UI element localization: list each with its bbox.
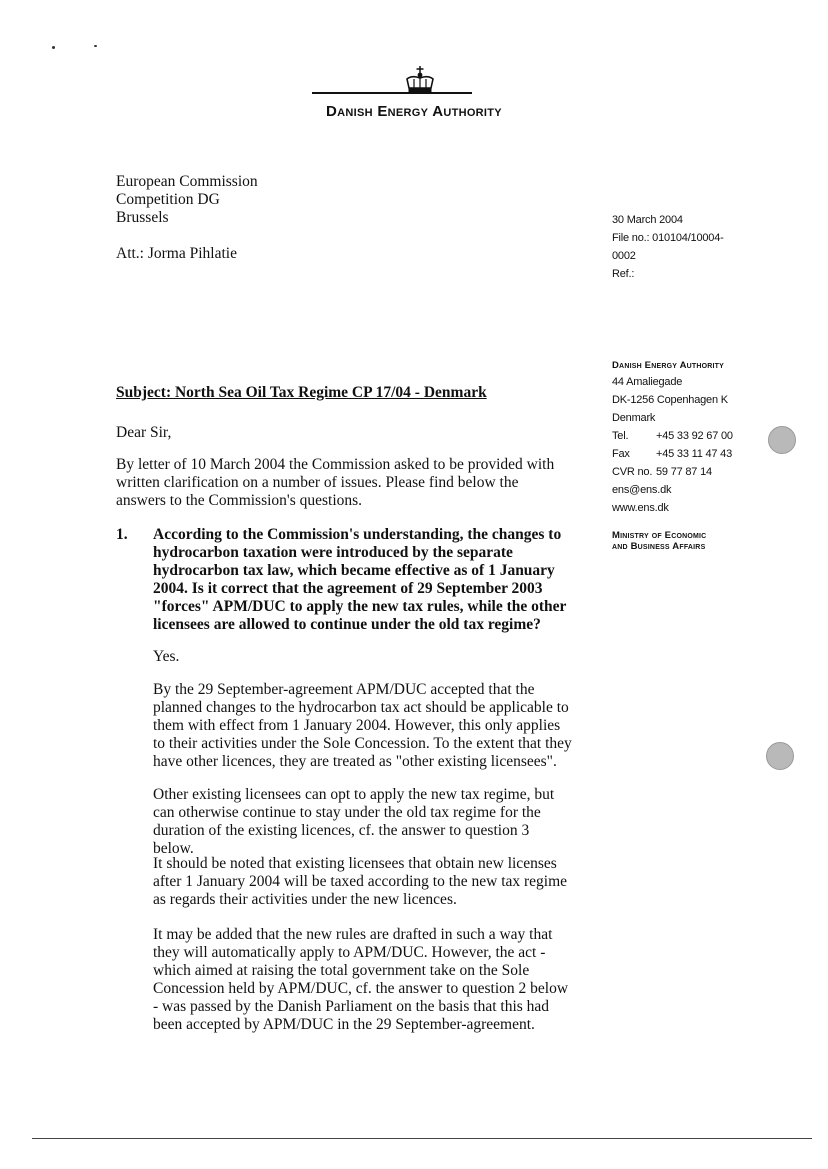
scan-edge-line xyxy=(32,1138,812,1139)
sender-cvr xyxy=(612,463,792,481)
ministry-line-2: and Business Affairs xyxy=(612,541,706,552)
greeting: Dear Sir, xyxy=(116,424,172,441)
sender-address xyxy=(612,373,792,517)
sender-website[interactable]: www.ens.dk xyxy=(612,502,669,514)
ministry-name xyxy=(612,530,742,552)
subject-line: Subject: North Sea Oil Tax Regime CP 17/04 - Denmark xyxy=(116,384,487,401)
sender-country: Denmark xyxy=(612,412,656,424)
cvr-label: CVR no. xyxy=(612,466,653,478)
sender-name: Danish Energy Authority xyxy=(612,360,725,371)
tel-value: +45 33 92 67 00 xyxy=(656,430,733,442)
authority-name: Danish Energy Authority xyxy=(326,103,502,120)
sender-city: DK-1256 Copenhagen K xyxy=(612,394,728,406)
sender-fax xyxy=(612,445,792,463)
tel-label: Tel. xyxy=(612,430,629,442)
letter-metadata xyxy=(612,211,752,283)
file-number-cont: 0002 xyxy=(612,250,636,262)
answer-paragraph-1: By the 29 September-agreement APM/DUC accepted that the planned changes to the hydrocarbon tax act should be applicable to them with effect from 1 January 2004. However, this only applies to their activities under the Sole Concession. To the extent that they have other licences, they are treated as "other existing licensees". xyxy=(153,681,572,770)
recipient-line-organisation: European Commission xyxy=(116,173,258,190)
sender-tel xyxy=(612,427,792,445)
answer-short: Yes. xyxy=(153,648,180,665)
scan-speck xyxy=(52,46,55,49)
attention-line: Att.: Jorma Pihlatie xyxy=(116,245,237,262)
file-number: File no.: 010104/10004- xyxy=(612,232,724,244)
question-number: 1. xyxy=(116,526,128,543)
recipient-address xyxy=(116,173,258,227)
answer-paragraph-2: Other existing licensees can opt to apply the new tax regime, but can otherwise continue to stay under the old tax regime for the duration of the existing licences, cf. the answer to question 3 below. xyxy=(153,786,555,857)
question-text: According to the Commission's understanding, the changes to hydrocarbon taxation were introduced by the separate hydrocarbon tax law, which became effective as of 1 January 2004. Is it correct that the agreement of 29 September 2003 "forces" APM/DUC to apply the new tax rules, while the other licensees are allowed to continue under the old tax regime? xyxy=(153,526,567,633)
reference: Ref.: xyxy=(612,268,635,280)
answer-paragraph-3: It should be noted that existing licensees that obtain new licenses after 1 January 2004 will be taxed according to the new tax regime as regards their activities under the new licences. xyxy=(153,855,568,908)
ministry-line-1: Ministry of Economic xyxy=(612,530,707,541)
cvr-value: 59 77 87 14 xyxy=(656,466,712,478)
sender-email[interactable]: ens@ens.dk xyxy=(612,484,672,496)
recipient-line-city: Brussels xyxy=(116,209,169,226)
punch-hole-top xyxy=(768,426,796,454)
answer-paragraph-4: It may be added that the new rules are drafted in such a way that they will automatically apply to APM/DUC. However, the act - which aimed at raising the total government take on the Sole Concession held by APM/DUC, cf. the answer to question 2 below - was passed by the Danish Parliament on the basis that this had been accepted by APM/DUC in the 29 September-agreement. xyxy=(153,926,569,1033)
letter-date: 30 March 2004 xyxy=(612,214,683,226)
punch-hole-bottom xyxy=(766,742,794,770)
letterhead-rule xyxy=(312,92,472,94)
intro-paragraph: By letter of 10 March 2004 the Commission asked to be provided with written clarification on a number of issues. Please find below the answers to the Commission's questions. xyxy=(116,456,555,509)
fax-value: +45 33 11 47 43 xyxy=(656,448,733,460)
sender-street: 44 Amaliegade xyxy=(612,376,683,388)
scan-speck xyxy=(94,45,97,47)
recipient-line-department: Competition DG xyxy=(116,191,220,208)
fax-label: Fax xyxy=(612,448,630,460)
